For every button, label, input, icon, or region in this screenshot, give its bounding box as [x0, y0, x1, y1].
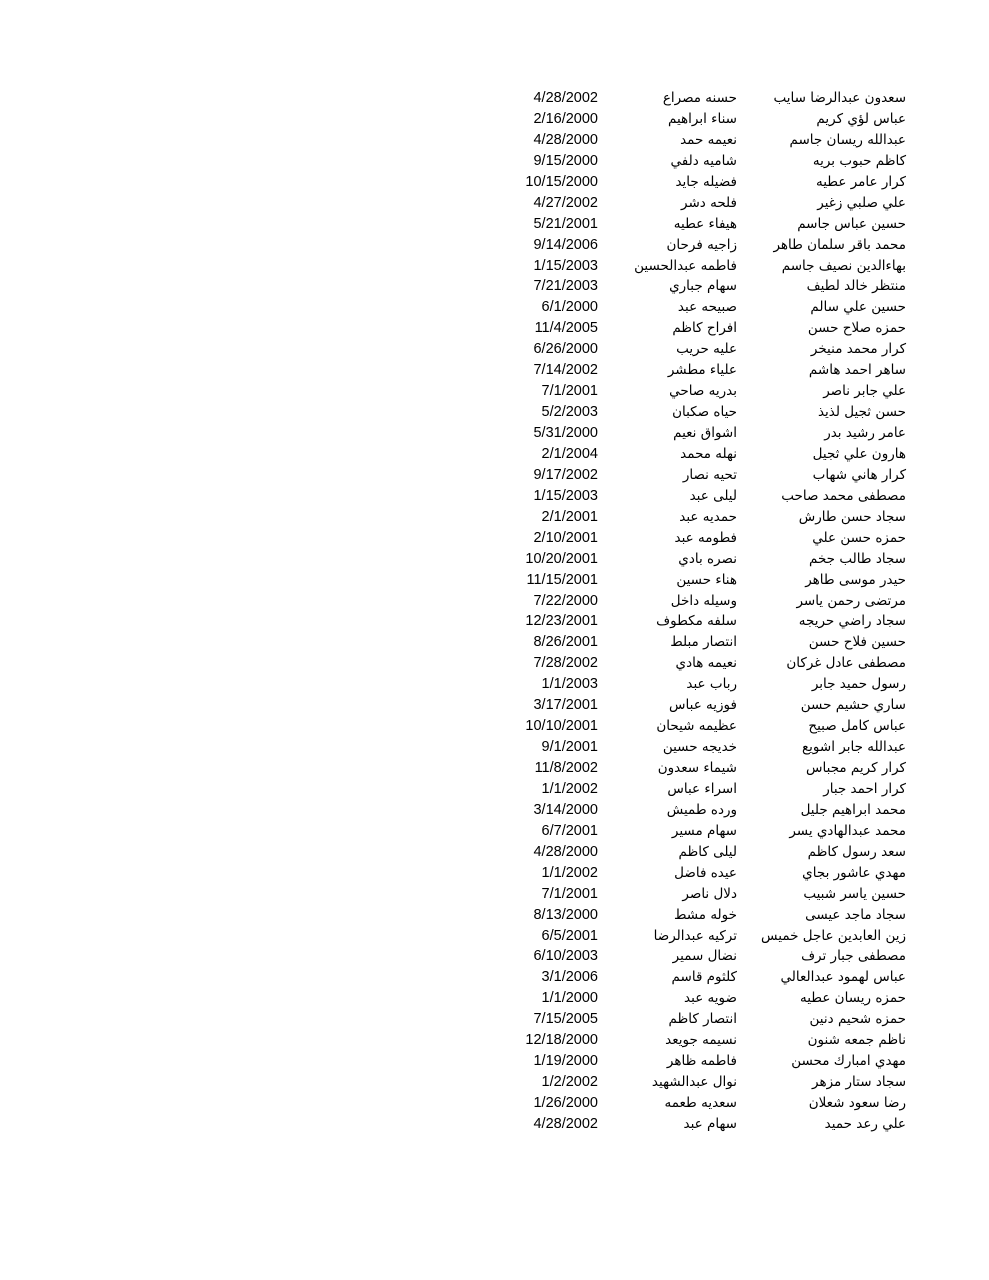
birth-date: 4/28/2002 [533, 1115, 598, 1132]
table-row [500, 465, 910, 486]
table-row [500, 1009, 910, 1030]
birth-date: 7/21/2003 [533, 278, 598, 295]
table-row [500, 611, 910, 632]
birth-date: 1/2/2002 [541, 1074, 598, 1091]
table-row [500, 444, 910, 465]
birth-date: 6/5/2001 [541, 927, 598, 944]
mother-name: اشواق نعيم [673, 425, 737, 441]
birth-date: 10/10/2001 [525, 718, 598, 735]
mother-name: نعيمه هادي [675, 655, 737, 672]
table-row [500, 276, 910, 297]
student-name: حيدر موسى طاهر [805, 571, 906, 588]
mother-name: سعديه طعمه [664, 1095, 737, 1111]
table-row [500, 653, 910, 674]
mother-name: كلثوم قاسم [671, 969, 737, 986]
birth-date: 5/31/2000 [533, 425, 598, 441]
birth-date: 7/1/2001 [541, 383, 598, 400]
table-row [500, 591, 910, 612]
records-table [500, 88, 910, 1135]
mother-name: نوال عبدالشهيد [651, 1074, 737, 1091]
student-name: سعد رسول كاظم [807, 843, 906, 860]
birth-date: 11/4/2005 [534, 320, 598, 337]
birth-date: 1/1/2003 [541, 676, 598, 693]
student-name: علي رعد حميد [824, 1115, 906, 1132]
mother-name: فاطمه عبدالحسين [634, 257, 737, 274]
mother-name: ورده طميش [666, 801, 737, 818]
mother-name: سهام جباري [669, 278, 737, 295]
mother-name: فطومه عبد [674, 529, 737, 546]
table-row [500, 842, 910, 863]
table-row [500, 297, 910, 318]
mother-name: انتصار مبلط [670, 634, 737, 651]
table-row [500, 1051, 910, 1072]
birth-date: 2/1/2001 [541, 508, 598, 525]
birth-date: 6/26/2000 [533, 341, 598, 358]
table-row [500, 800, 910, 821]
student-name: عبدالله جابر اشويع [801, 739, 906, 756]
mother-name: عيده فاضل [674, 864, 737, 881]
student-name: كرار احمد جبار [823, 780, 906, 797]
student-name: رضا سعود شعلان [808, 1095, 906, 1111]
birth-date: 1/19/2000 [533, 1053, 598, 1070]
student-name: محمد باقر سلمان طاهر [773, 236, 906, 253]
student-name: سعدون عبدالرضا سايب [773, 90, 906, 106]
mother-name: وسيله داخل [670, 592, 737, 609]
table-row [500, 486, 910, 507]
table-row [500, 1030, 910, 1051]
mother-name: سهام عبد [683, 1115, 737, 1132]
student-name: عباس كامل صبيح [808, 718, 906, 735]
student-name: حسين ياسر شبيب [803, 885, 906, 902]
mother-name: نعيمه حمد [680, 131, 737, 148]
table-row [500, 423, 910, 444]
student-name: علي جابر ناصر [823, 383, 906, 400]
birth-date: 9/15/2000 [533, 152, 598, 169]
table-row [500, 339, 910, 360]
table-row [500, 779, 910, 800]
mother-name: فوزيه عباس [669, 697, 737, 714]
mother-name: حسنه مصراع [662, 90, 737, 106]
table-row [500, 758, 910, 779]
table-row [500, 967, 910, 988]
student-name: سجاد ستار مزهر [812, 1074, 906, 1091]
student-name: حمزه حسن علي [812, 529, 906, 546]
table-row [500, 1114, 910, 1135]
birth-date: 2/1/2004 [541, 445, 598, 462]
student-name: حسين عباس جاسم [797, 215, 906, 232]
student-name: رسول حميد جابر [811, 676, 906, 693]
table-row [500, 674, 910, 695]
birth-date: 3/17/2001 [533, 697, 598, 714]
student-name: حمزه ريسان عطيه [799, 990, 906, 1007]
birth-date: 1/1/2002 [541, 780, 598, 797]
student-name: مرتضى رحمن ياسر [796, 592, 906, 609]
birth-date: 8/26/2001 [533, 634, 598, 651]
table-row [500, 884, 910, 905]
table-row [500, 737, 910, 758]
birth-date: 12/23/2001 [525, 613, 598, 630]
student-name: كرار كريم مجباس [806, 760, 906, 776]
mother-name: نضال سمير [672, 948, 737, 965]
birth-date: 7/22/2000 [533, 592, 598, 609]
student-name: كاظم حبوب بريه [812, 152, 906, 169]
table-row [500, 360, 910, 381]
mother-name: صبيحه عبد [677, 299, 737, 316]
table-row [500, 402, 910, 423]
student-name: منتظر خالد لطيف [806, 278, 906, 295]
student-name: ساهر احمد هاشم [808, 362, 906, 379]
birth-date: 7/15/2005 [533, 1011, 598, 1028]
mother-name: فضيله جايد [675, 173, 737, 190]
birth-date: 10/20/2001 [525, 550, 598, 567]
birth-date: 5/21/2001 [533, 215, 598, 232]
mother-name: حمديه عبد [679, 508, 737, 525]
table-row [500, 151, 910, 172]
mother-name: عليه حريب [676, 341, 737, 358]
table-row [500, 905, 910, 926]
student-name: سجاد طالب جخم [808, 550, 906, 567]
student-name: حسن ثجيل لذيذ [817, 404, 906, 421]
student-name: زين العابدين عاجل خميس [761, 927, 906, 944]
student-name: محمد عبدالهادي يسر [789, 822, 906, 839]
mother-name: ليلى كاظم [678, 843, 737, 860]
table-row [500, 570, 910, 591]
table-row [500, 381, 910, 402]
student-name: عبدالله ريسان جاسم [789, 131, 906, 148]
birth-date: 6/7/2001 [541, 822, 598, 839]
mother-name: بدريه صاحي [669, 383, 737, 400]
table-row [500, 988, 910, 1009]
birth-date: 9/1/2001 [541, 739, 598, 756]
table-row [500, 318, 910, 339]
birth-date: 1/26/2000 [533, 1095, 598, 1111]
birth-date: 6/10/2003 [533, 948, 598, 965]
birth-date: 11/8/2002 [534, 760, 598, 776]
student-name: حمزه صلاح حسن [807, 320, 906, 337]
mother-name: سناء ابراهيم [667, 110, 737, 127]
student-name: حسين علي سالم [810, 299, 906, 316]
birth-date: 4/28/2000 [533, 131, 598, 148]
student-name: عباس لؤي كريم [816, 110, 906, 127]
student-name: ناظم جمعه شنون [807, 1032, 906, 1049]
table-row [500, 863, 910, 884]
mother-name: شاميه دلفي [670, 152, 737, 169]
birth-date: 1/15/2003 [533, 487, 598, 504]
birth-date: 4/28/2000 [533, 843, 598, 860]
student-name: مهدي عاشور بجاي [802, 864, 906, 881]
mother-name: ضويه عبد [684, 990, 737, 1007]
table-row [500, 716, 910, 737]
mother-name: هناء حسين [676, 571, 737, 588]
birth-date: 4/28/2002 [533, 90, 598, 106]
mother-name: عظيمه شيحان [656, 718, 737, 735]
mother-name: علياء مطشر [667, 362, 737, 379]
student-name: كرار محمد منيخر [810, 341, 906, 358]
table-row [500, 695, 910, 716]
birth-date: 7/14/2002 [533, 362, 598, 379]
birth-date: 3/14/2000 [533, 801, 598, 818]
table-row [500, 549, 910, 570]
birth-date: 10/15/2000 [525, 173, 598, 190]
student-name: علي صلبي زغير [817, 194, 906, 211]
birth-date: 9/17/2002 [533, 466, 598, 483]
mother-name: تحيه نصار [682, 466, 737, 483]
mother-name: انتصار كاظم [668, 1011, 737, 1028]
student-name: مصطفى جبار ترف [801, 948, 906, 965]
student-name: كرار عامر عطيه [815, 173, 906, 190]
mother-name: سلفه مكطوف [656, 613, 737, 630]
mother-name: نسيمه جويعد [665, 1032, 737, 1049]
mother-name: نصره بادي [678, 550, 737, 567]
birth-date: 7/1/2001 [541, 885, 598, 902]
student-name: مصطفى عادل غركان [786, 655, 906, 672]
mother-name: هيفاء عطيه [673, 215, 737, 232]
birth-date: 2/16/2000 [533, 110, 598, 127]
table-row [500, 632, 910, 653]
birth-date: 4/27/2002 [533, 194, 598, 211]
table-row [500, 926, 910, 947]
mother-name: افراح كاظم [672, 320, 737, 337]
table-row [500, 235, 910, 256]
table-row [500, 528, 910, 549]
table-row [500, 193, 910, 214]
mother-name: خوله مشط [673, 906, 737, 923]
mother-name: نهله محمد [680, 445, 737, 462]
student-name: عباس لهمود عبدالعالي [780, 969, 906, 986]
mother-name: تركيه عبدالرضا [653, 927, 737, 944]
mother-name: فلحه دشر [681, 194, 737, 211]
student-name: محمد ابراهيم جليل [800, 801, 906, 818]
student-name: مهدي امبارك محسن [791, 1053, 906, 1070]
table-row [500, 1072, 910, 1093]
birth-date: 5/2/2003 [541, 404, 598, 421]
table-row [500, 507, 910, 528]
mother-name: حياه صكبان [672, 404, 737, 421]
birth-date: 12/18/2000 [525, 1032, 598, 1049]
mother-name: شيماء سعدون [657, 760, 737, 776]
table-row [500, 109, 910, 130]
mother-name: رباب عبد [686, 676, 737, 693]
birth-date: 9/14/2006 [533, 236, 598, 253]
table-row [500, 946, 910, 967]
birth-date: 1/15/2003 [533, 257, 598, 274]
student-name: حسين فلاح حسن [808, 634, 906, 651]
student-name: سجاد راضي حريجه [798, 613, 906, 630]
mother-name: اسراء عباس [667, 780, 737, 797]
mother-name: خديجه حسين [662, 739, 737, 756]
birth-date: 11/15/2001 [526, 571, 598, 588]
student-name: حمزه شحيم دنين [809, 1011, 906, 1028]
birth-date: 2/10/2001 [533, 529, 598, 546]
birth-date: 7/28/2002 [533, 655, 598, 672]
student-name: هارون علي ثجيل [812, 445, 906, 462]
student-name: كرار هاني شهاب [812, 466, 906, 483]
table-row [500, 214, 910, 235]
table-row [500, 1093, 910, 1114]
birth-date: 8/13/2000 [533, 906, 598, 923]
table-row [500, 821, 910, 842]
table-row [500, 256, 910, 277]
birth-date: 6/1/2000 [541, 299, 598, 316]
birth-date: 1/1/2002 [541, 864, 598, 881]
student-name: مصطفى محمد صاحب [781, 487, 906, 504]
birth-date: 3/1/2006 [541, 969, 598, 986]
mother-name: زاجيه فرحان [666, 236, 737, 253]
student-name: عامر رشيد بدر [824, 425, 906, 441]
student-name: سجاد حسن طارش [798, 508, 906, 525]
mother-name: سهام مسير [671, 822, 737, 839]
table-row [500, 130, 910, 151]
mother-name: فاطمه ظاهر [666, 1053, 737, 1070]
mother-name: دلال ناصر [682, 885, 737, 902]
student-name: سجاد ماجد عيسى [805, 906, 906, 923]
birth-date: 1/1/2000 [541, 990, 598, 1007]
table-row [500, 88, 910, 109]
table-row [500, 172, 910, 193]
student-name: بهاءالدين نصيف جاسم [781, 257, 906, 274]
mother-name: ليلى عبد [689, 487, 737, 504]
student-name: ساري حشيم حسن [800, 697, 906, 714]
